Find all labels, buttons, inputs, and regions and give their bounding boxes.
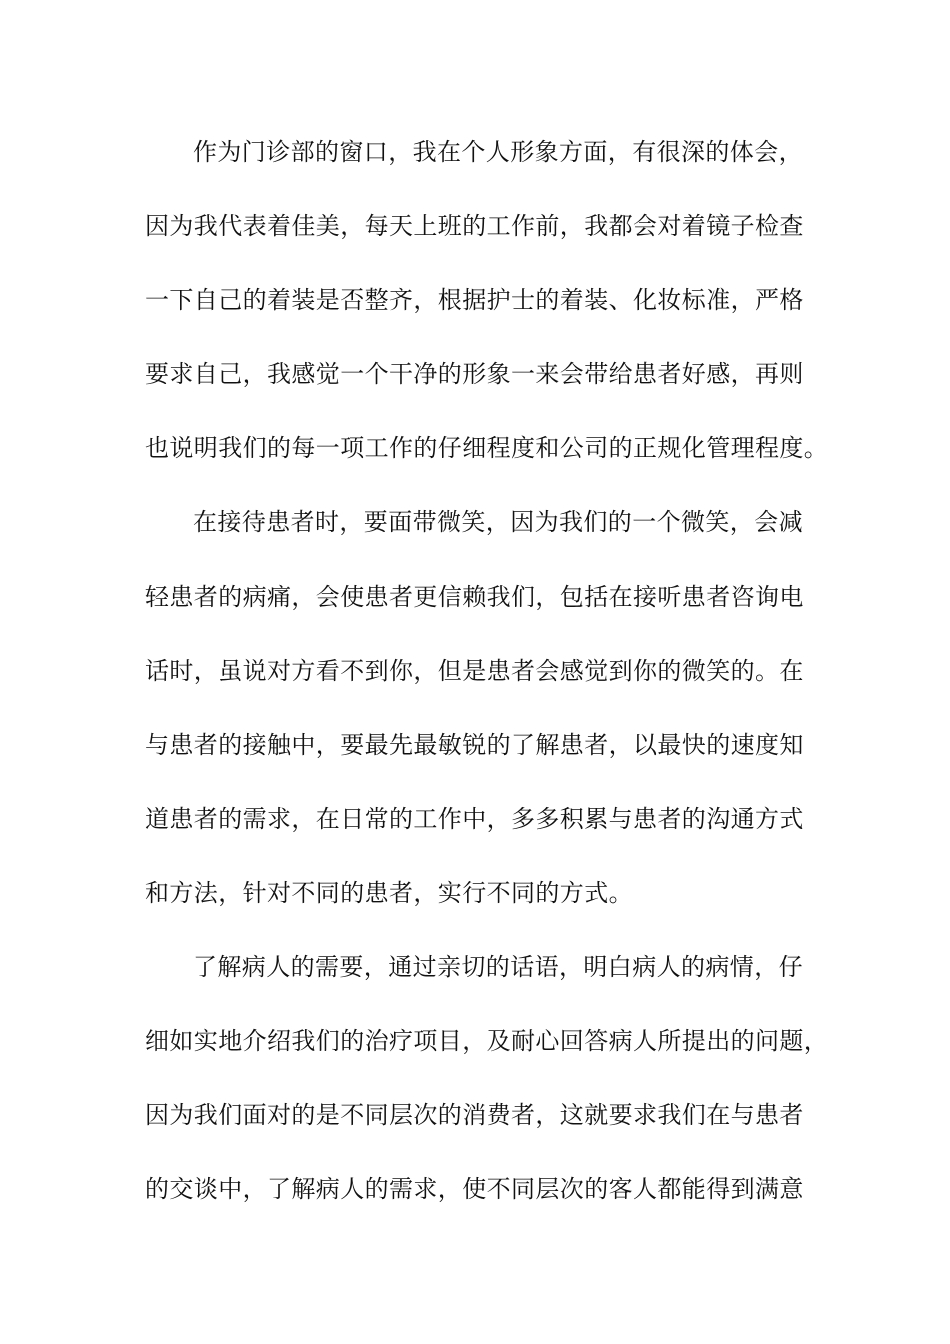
text-line: 在接待患者时，要面带微笑，因为我们的一个微笑，会减 xyxy=(193,508,803,537)
text-line: 一下自己的着装是否整齐，根据护士的着装、化妆标准，严格 xyxy=(145,286,804,315)
text-line: 话时，虽说对方看不到你，但是患者会感觉到你的微笑的。在 xyxy=(145,656,804,685)
text-line: 因为我们面对的是不同层次的消费者，这就要求我们在与患者 xyxy=(145,1101,804,1130)
text-line: 的交谈中，了解病人的需求，使不同层次的客人都能得到满意 xyxy=(145,1175,804,1204)
text-line: 轻患者的病痛，会使患者更信赖我们，包括在接听患者咨询电 xyxy=(145,582,804,611)
text-line: 要求自己，我感觉一个干净的形象一来会带给患者好感，再则 xyxy=(145,360,804,389)
text-line: 和方法，针对不同的患者，实行不同的方式。 xyxy=(145,878,633,907)
body-text xyxy=(145,130,829,1241)
text-line: 道患者的需求，在日常的工作中，多多积累与患者的沟通方式 xyxy=(145,804,804,833)
text-line: 因为我代表着佳美，每天上班的工作前，我都会对着镜子检查 xyxy=(145,212,804,241)
text-line: 也说明我们的每一项工作的仔细程度和公司的正规化管理程度。 xyxy=(145,434,829,463)
text-line: 与患者的接触中，要最先最敏锐的了解患者，以最快的速度知 xyxy=(145,730,804,759)
text-line: 细如实地介绍我们的治疗项目，及耐心回答病人所提出的问题， xyxy=(145,1027,829,1056)
text-line: 了解病人的需要，通过亲切的话语，明白病人的病情，仔 xyxy=(193,953,803,982)
text-line: 作为门诊部的窗口，我在个人形象方面，有很深的体会， xyxy=(193,138,803,166)
